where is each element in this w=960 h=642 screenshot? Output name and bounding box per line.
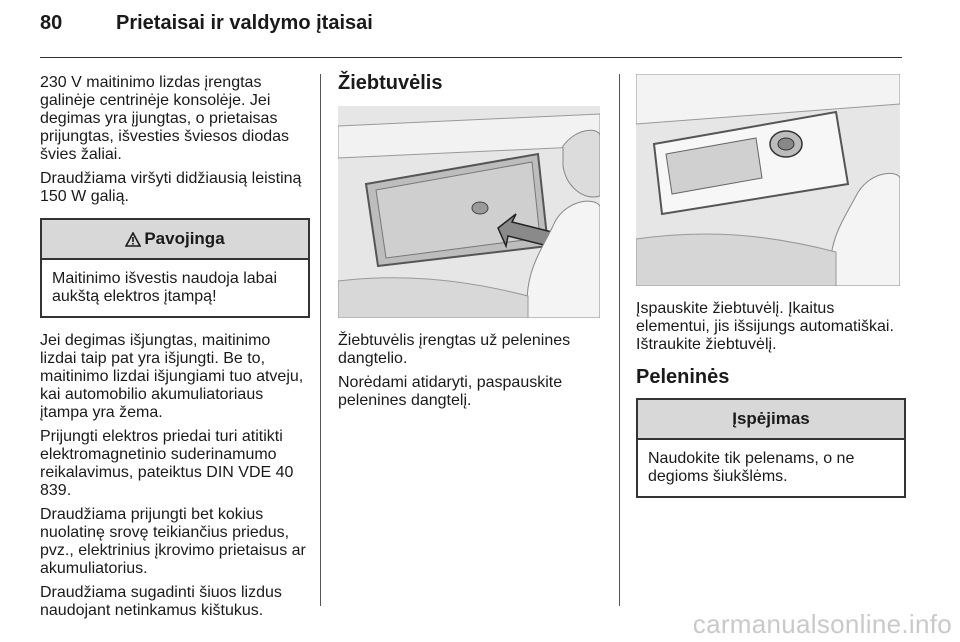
header-rule — [40, 57, 902, 58]
column-middle — [338, 74, 606, 416]
paragraph: Įspauskite žiebtuvėlį. Įkaitus elementui, jis išsijungs automatiškai. Ištraukite žiebtuvėlį. — [636, 300, 894, 353]
paragraph: Draudžiama viršyti didžiausią leistiną 150 W galią. — [40, 170, 302, 205]
page-header — [40, 12, 373, 42]
paragraph: Draudžiama prijungti bet kokius nuolatinę srovę teikiančius priedus, pvz., elektrinius įkrovimo prietaisus ar akumuliatorius. — [40, 506, 306, 577]
paragraph: Norėdami atidaryti, paspauskite pelenines dangtelį. — [338, 374, 563, 409]
section-heading: Žiebtuvėlis — [338, 72, 443, 94]
page-title: Prietaisai ir valdymo įtaisai — [116, 12, 373, 34]
column-divider — [320, 74, 321, 606]
paragraph: Jei degimas išjungtas, maitinimo lizdai taip pat yra išjungti. Be to, maitinimo lizdai išjungiami tuo atveju, kai automobilio akumuliatoriaus įtampa yra žema. — [40, 332, 304, 421]
danger-title: Pavojinga — [144, 229, 225, 248]
ashtray-cover-illustration — [338, 106, 600, 318]
danger-text: Maitinimo išvestis naudoja labai aukštą elektros įtampą! — [52, 270, 277, 305]
caution-box — [636, 398, 906, 498]
paragraph: Žiebtuvėlis įrengtas už pelenines dangtelio. — [338, 332, 571, 367]
paragraph: Prijungti elektros priedai turi atitikti elektromagnetinio suderinamumo reikalavimus, pateiktus DIN VDE 40 839. — [40, 428, 294, 499]
caution-title: Įspėjimas — [732, 409, 810, 428]
paragraph: Draudžiama sugadinti šiuos lizdus naudojant netinkamus kištukus. — [40, 584, 282, 619]
column-left — [40, 74, 310, 626]
cigarette-lighter-illustration — [636, 74, 900, 286]
caution-box-header — [638, 400, 904, 440]
watermark: carmanualsonline.info — [692, 609, 952, 639]
warning-triangle-icon — [125, 232, 141, 247]
column-divider — [619, 74, 620, 606]
caution-text: Naudokite tik pelenams, o ne degioms šiukšlėms. — [648, 450, 855, 485]
section-heading: Peleninės — [636, 366, 730, 388]
paragraph: 230 V maitinimo lizdas įrengtas galinėje centrinėje konsolėje. Jei degimas yra įjungtas, o prietaisas prijungtas, išvesties šviesos diodas švies žaliai. — [40, 74, 290, 163]
column-right — [636, 74, 906, 512]
danger-box-header — [42, 220, 308, 260]
page-number: 80 — [40, 12, 63, 34]
danger-box — [40, 218, 310, 318]
